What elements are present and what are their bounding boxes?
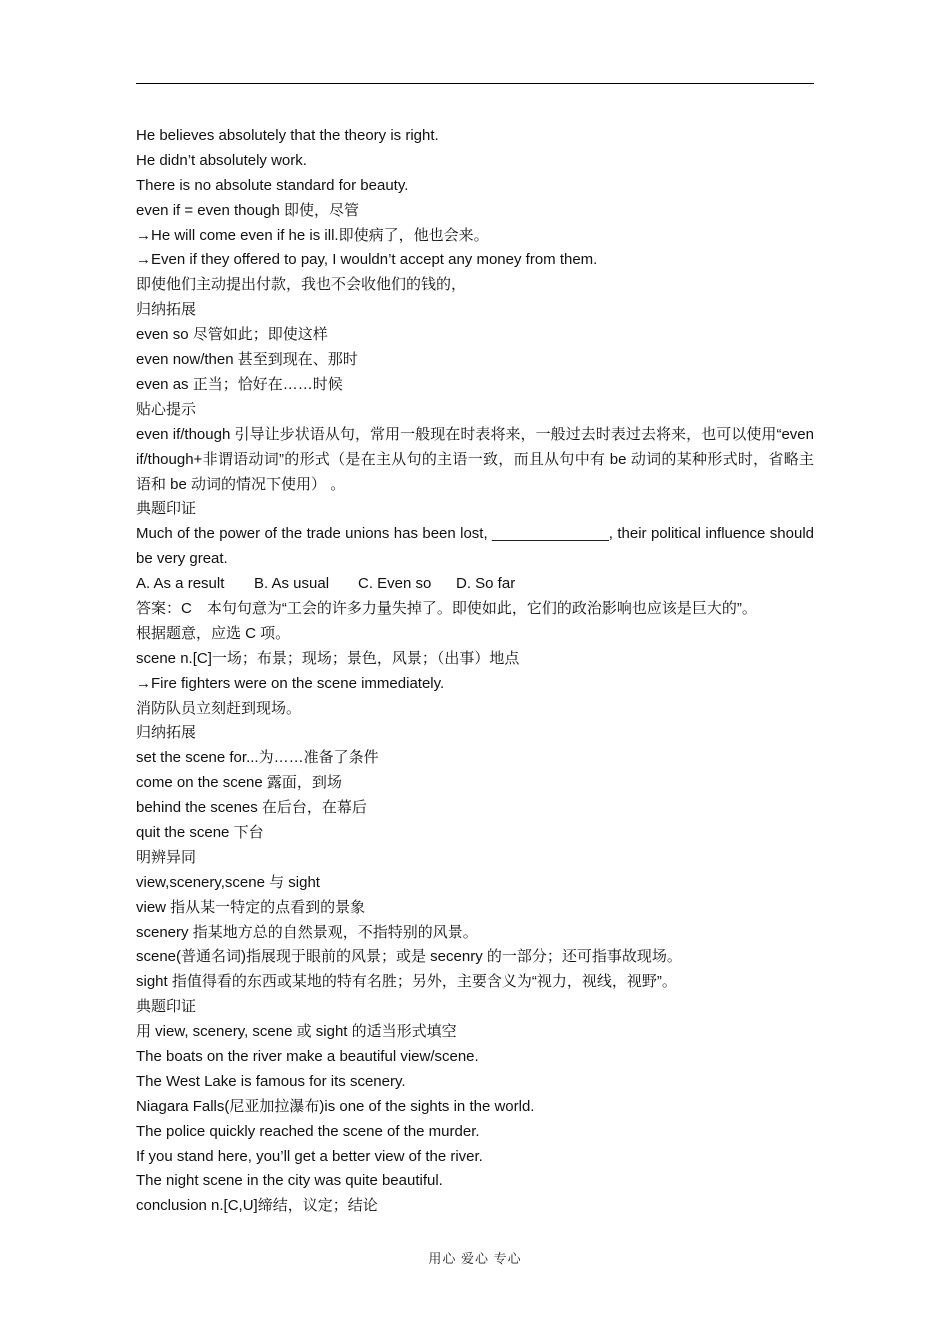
text-line: The police quickly reached the scene of the murder.	[136, 1122, 480, 1140]
section-heading: 典题印证	[136, 500, 197, 518]
section-heading: 贴心提示	[136, 400, 197, 418]
text-line: behind the scenes 在后台，在幕后	[136, 799, 367, 817]
document-body	[136, 124, 814, 1219]
text-line: The boats on the river make a beautiful view/scene.	[136, 1048, 479, 1066]
text-line: conclusion n.[C,U]缔结，议定；结论	[136, 1197, 378, 1215]
text-line: There is no absolute standard for beauty.	[136, 176, 409, 194]
section-heading: 典题印证	[136, 998, 197, 1016]
text-line: He didn’t absolutely work.	[136, 151, 307, 169]
text-line: 消防队员立刻赶到现场。	[136, 699, 302, 717]
text-line: The night scene in the city was quite beautiful.	[136, 1172, 443, 1190]
text-line: even so 尽管如此；即使这样	[136, 326, 328, 344]
section-heading: 归纳拓展	[136, 724, 197, 742]
text-line: even as 正当；恰好在……时候	[136, 375, 343, 393]
text-line: quit the scene 下台	[136, 824, 264, 842]
text-line: even if = even though 即使，尽管	[136, 201, 360, 219]
text-line: scene n.[C]一场；布景；现场；景色，风景；（出事）地点	[136, 649, 520, 667]
text-line: He believes absolutely that the theory is right.	[136, 127, 439, 144]
tip-paragraph: even if/though 引导让步状语从句，常用一般现在时表将来，一般过去时表过去将来，也可以使用“even if/though+非谓语动词”的形式（是在主从句的主语一致，而且从句中有 be 动词的某种形式时，省略主语和 be 动词的情况下使用） 。	[136, 425, 814, 493]
text-line: →Fire fighters were on the scene immediately.	[136, 674, 445, 692]
text-line: sight 指值得看的东西或某地的特有名胜；另外，主要含义为“视力，视线，视野”。	[136, 973, 677, 991]
option-c: C. Even so	[358, 575, 432, 593]
section-heading: 归纳拓展	[136, 301, 197, 319]
text-line: →He will come even if he is ill.即使病了，他也会来。	[136, 226, 489, 244]
text-line: view 指从某一特定的点看到的景象	[136, 898, 366, 916]
text-line: scene(普通名词)指展现于眼前的风景；或是 secenry 的一部分；还可指事故现场。	[136, 948, 682, 966]
option-b: B. As usual	[254, 575, 330, 593]
text-line: →Even if they offered to pay, I wouldn’t accept any money from them.	[136, 251, 598, 269]
text-line: The West Lake is famous for its scenery.	[136, 1072, 406, 1090]
text-line: Niagara Falls(尼亚加拉瀑布)is one of the sights in the world.	[136, 1097, 535, 1115]
exercise-options	[136, 572, 814, 597]
exercise-question: Much of the power of the trade unions has been lost, ______________, their political influence should be very great.	[136, 525, 814, 568]
text-line: come on the scene 露面，到场	[136, 774, 342, 792]
text-line: scenery 指某地方总的自然景观，不指特别的风景。	[136, 923, 478, 941]
text-line: If you stand here, you’ll get a better view of the river.	[136, 1147, 483, 1165]
section-heading: 明辨异同	[136, 848, 197, 866]
page-footer: 用心 爱心 专心	[428, 1251, 522, 1266]
header-rule	[136, 83, 814, 84]
text-line: view,scenery,scene 与 sight	[136, 873, 320, 891]
text-line: even now/then 甚至到现在、那时	[136, 351, 358, 369]
text-line: 用 view, scenery, scene 或 sight 的适当形式填空	[136, 1023, 457, 1041]
option-a: A. As a result	[136, 575, 225, 593]
option-d: D. So far	[456, 575, 516, 593]
text-line: set the scene for...为……准备了条件	[136, 749, 379, 767]
text-line: 即使他们主动提出付款，我也不会收他们的钱的，	[136, 276, 467, 294]
answer-line: 答案：C 本句句意为“工会的许多力量失掉了。即使如此，它们的政治影响也应该是巨大的”。	[136, 600, 757, 617]
answer-line: 根据题意，应选 C 项。	[136, 624, 291, 642]
